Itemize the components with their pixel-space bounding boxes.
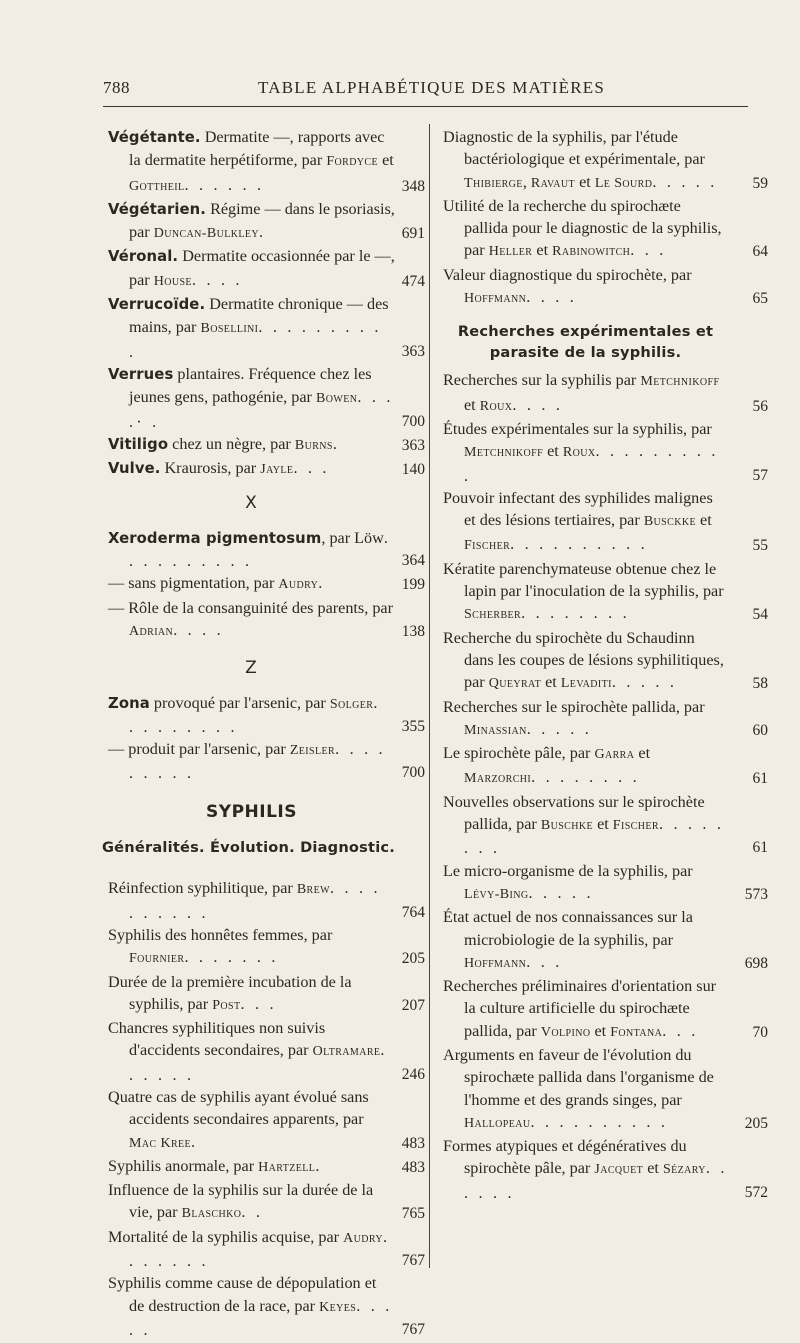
entry-text: — sans pigmentation, par: [108, 574, 279, 593]
entry-leader-dots: . . . . .: [652, 172, 718, 191]
index-entry: [108, 126, 425, 198]
entry-leader-dots: . . . . . . . . . .: [129, 318, 382, 361]
entry-page-number: 59: [752, 174, 768, 192]
index-entry: [443, 1044, 768, 1135]
entry-keyword: Vitiligo: [108, 435, 169, 453]
entry-text: Syphilis des honnêtes femmes, par: [108, 925, 333, 944]
entry-text: Nouvelles observations sur le spirochète pallida, par: [443, 792, 705, 834]
entry-page-number: 348: [401, 177, 425, 195]
entry-author: Hallopeau: [464, 1115, 531, 1131]
index-entry: [108, 1226, 425, 1273]
index-entry: [443, 195, 768, 264]
entry-text: Quatre cas de syphilis ayant évolué sans accidents secondaires apparents, par: [108, 1087, 369, 1129]
entry-text: Le micro-organisme de la syphilis, par: [443, 861, 693, 880]
entry-page-number: 60: [752, 721, 768, 739]
entry-leader-dots: . . .: [293, 459, 330, 478]
entry-author: Hoffmann: [464, 955, 527, 971]
index-entry: [108, 971, 425, 1018]
entry-author: Volpino: [540, 1024, 591, 1040]
index-entry: [108, 1179, 425, 1226]
page-number: 788: [103, 78, 130, 97]
entry-text: Pouvoir infectant des syphilides malignes et des lésions tertiaires, par: [443, 488, 713, 530]
entry-text: Mortalité de la syphilis acquise, par: [108, 1227, 344, 1246]
entries-group: [443, 369, 768, 1204]
entry-author: Fischer: [464, 538, 511, 554]
entry-author: Hoffmann: [464, 291, 527, 307]
entry-keyword: Xeroderma pigmentosum: [108, 529, 322, 547]
index-entry: [443, 906, 768, 975]
letter-heading-x: X: [245, 493, 258, 514]
index-entry: [108, 433, 425, 457]
index-entry: [108, 293, 425, 363]
entry-text: Réinfection syphilitique, par: [108, 879, 297, 898]
entry-keyword: Verrues: [108, 365, 174, 383]
entry-page-number: 355: [401, 717, 425, 735]
entry-leader-dots: . . . .: [526, 288, 577, 307]
entry-leader-dots: . . .: [662, 1021, 699, 1040]
entry-leader-dots: . .: [241, 1203, 264, 1222]
entry-page-number: 474: [401, 272, 425, 290]
entry-author: Zeisler: [289, 743, 336, 759]
entry-page-number: 698: [744, 954, 768, 972]
index-entry: [443, 369, 768, 418]
entry-page-number: 70: [752, 1023, 768, 1041]
index-entry: [108, 924, 425, 971]
entry-text: Valeur diagnostique du spirochète, par: [443, 265, 692, 284]
entry-text: Syphilis comme cause de dépopulation et de destruction de la race, par: [108, 1274, 377, 1315]
index-entry: [108, 1086, 425, 1155]
entry-page-number: 55: [752, 537, 768, 555]
entry-leader-dots: . . . . .: [528, 883, 594, 902]
entry-keyword: Végétante.: [108, 129, 201, 146]
index-entry: [443, 791, 768, 860]
entry-leader-dots: . . . .: [191, 270, 243, 289]
index-entry: [443, 696, 768, 743]
entry-author: Buschke: [540, 818, 594, 834]
index-entry: [443, 742, 768, 791]
entry-leader-dots: . . . . .: [611, 673, 678, 692]
entry-author: Keyes: [319, 1299, 357, 1315]
entry-leader-dots: . . . . . . . . .: [129, 740, 386, 783]
entry-text: Études expérimentales sur la syphilis, par: [443, 419, 712, 438]
entry-author: Audry: [343, 1230, 384, 1246]
column-divider: [429, 124, 430, 1268]
entry-author: Mac Kree: [129, 1135, 192, 1151]
entry-author: Levaditi: [560, 676, 612, 692]
entry-page-number: 246: [401, 1065, 425, 1083]
entry-page-number: 56: [752, 397, 768, 415]
entry-leader-dots: . . . . . . .: [184, 948, 279, 967]
index-entry: [108, 597, 425, 644]
entry-keyword: Zona: [108, 694, 150, 712]
entry-text: Recherches sur le spirochète pallida, par: [443, 697, 705, 716]
entry-page-number: 573: [744, 885, 768, 903]
entry-author: Oltramare: [312, 1044, 381, 1060]
entry-page-number: 64: [752, 243, 768, 261]
entry-leader-dots: . . . . . . . . . .: [464, 442, 719, 485]
index-entry: [108, 1272, 425, 1341]
entry-page-number: 764: [401, 903, 425, 921]
entry-author: Fischer: [612, 818, 659, 834]
entry-text: , par Löw: [321, 528, 384, 547]
entry-text: et: [543, 442, 563, 461]
entry-author: Heller: [488, 244, 533, 260]
entry-keyword: Véronal.: [108, 248, 179, 266]
entry-text: Dermatite —, rapports avec la dermatite herpétiforme, par: [129, 128, 385, 170]
index-entry: [443, 975, 768, 1044]
entry-text: Durée de la première incubation de la syphilis, par: [108, 972, 352, 1013]
entry-text: Recherches sur la syphilis par: [443, 371, 641, 390]
entry-page-number: 58: [752, 675, 768, 693]
entry-text: État actuel de nos connaissances sur la microbiologie de la syphilis, par: [443, 908, 693, 949]
entry-author: Rabinowitch: [552, 244, 631, 260]
entry-keyword: Vulve.: [108, 460, 161, 478]
entry-page-number: 572: [744, 1183, 768, 1201]
entry-text: et: [378, 151, 394, 170]
index-entry: [108, 738, 425, 785]
entry-page-number: 483: [401, 1158, 425, 1176]
entry-author: Thibierge: [464, 175, 523, 191]
entry-author: Roux: [562, 445, 596, 461]
entry-author: Metchnikoff: [640, 374, 720, 390]
subsection-title: Recherches expérimentales et parasite de la syphilis.: [457, 323, 714, 362]
entry-text: .: [318, 574, 323, 593]
entry-author: Solger: [329, 696, 374, 712]
entry-text: et: [643, 1159, 663, 1178]
entry-leader-dots: . . . .: [173, 620, 224, 639]
entry-leader-dots: . . . . . .: [129, 1041, 388, 1084]
entry-author: Garra: [594, 747, 635, 763]
entries-group: [108, 527, 425, 643]
entry-author: Post: [212, 997, 241, 1013]
entry-text: Le spirochète pâle, par: [443, 744, 595, 763]
entry-page-number: 61: [752, 839, 768, 857]
entry-leader-dots: . . . . . . . .: [531, 768, 640, 787]
entry-text: et: [464, 395, 480, 414]
entry-text: — produit par l'arsenic, par: [108, 740, 290, 759]
entry-text: Dermatite chronique — des mains, par: [129, 295, 389, 337]
entry-page-number: 65: [752, 290, 768, 308]
entry-page-number: 54: [752, 606, 768, 624]
entry-author: Roux: [479, 398, 513, 414]
entry-author: Marzorchi: [464, 771, 532, 787]
entry-author: Fordyce: [326, 154, 379, 170]
index-entry: [108, 877, 425, 924]
entry-author: Jacquet: [594, 1162, 644, 1178]
index-entry: [443, 487, 768, 558]
entry-text: Dermatite occasionnée par le —, par: [129, 247, 395, 289]
entry-author: Fontana: [610, 1024, 663, 1040]
section-title: SYPHILIS: [206, 801, 297, 822]
entry-author: Metchnikoff: [464, 445, 544, 461]
entry-page-number: 765: [401, 1205, 425, 1223]
entry-leader-dots: . . . . . . . . . .: [510, 535, 648, 554]
subsection-title: Généralités. Évolution. Diagnostic.: [102, 839, 396, 857]
entry-page-number: 700: [401, 764, 425, 782]
entry-text: Diagnostic de la syphilis, par l'étude bactériologique et expérimentale, par: [443, 128, 705, 169]
entry-author: Queyrat: [488, 676, 542, 692]
index-entry: [443, 418, 768, 487]
entry-author: Busckke: [643, 514, 696, 530]
entry-author: Ravaut: [530, 175, 576, 191]
entry-text: — Rôle de la consanguinité des parents, par: [108, 598, 393, 617]
page-header: [0, 78, 800, 108]
entry-author: Bowen: [316, 391, 358, 407]
entry-leader-dots: . . . . .: [526, 719, 592, 738]
entry-text: et: [532, 241, 553, 260]
entry-author: Adrian: [129, 623, 174, 639]
entry-text: Influence de la syphilis sur la durée de la vie, par: [108, 1181, 374, 1222]
entry-author: Bosellini: [200, 321, 259, 337]
entry-author: Gottheil: [129, 178, 185, 194]
entry-page-number: 138: [401, 622, 425, 640]
entry-text: et: [575, 172, 595, 191]
index-entry: [443, 860, 768, 907]
index-entry: [443, 264, 768, 311]
header-rule: [103, 106, 748, 107]
entry-text: Régime — dans le psoriasis, par: [129, 199, 395, 242]
entry-page-number: 767: [401, 1252, 425, 1270]
letter-heading-z: Z: [245, 658, 258, 679]
entry-keyword: Végétarien.: [108, 200, 207, 218]
entry-author: Audry: [278, 577, 319, 593]
entry-text: chez un nègre, par: [168, 434, 295, 453]
entry-text: ,: [522, 172, 531, 191]
entry-author: Burns: [294, 437, 333, 453]
entry-text: et: [541, 673, 561, 692]
entry-author: Lévy-Bing: [464, 886, 529, 902]
entry-page-number: 205: [401, 950, 425, 968]
entry-text: Kraurosis, par: [160, 459, 261, 478]
entry-text: Recherches préliminaires d'orientation sur la culture artificielle du spirochæte pallida, par: [443, 977, 717, 1040]
entry-leader-dots: . . . .: [512, 395, 564, 414]
index-entry: [108, 198, 425, 246]
entry-author: Jayle: [260, 462, 294, 478]
entries-group: [443, 126, 768, 310]
entry-author: Sézary: [662, 1162, 706, 1178]
entry-author: Minassian: [464, 722, 527, 738]
entry-text: Arguments en faveur de l'évolution du spirochæte pallida dans l'organisme de l'homme et des grands singes, par: [443, 1045, 714, 1109]
right-column: [443, 126, 768, 1204]
entry-leader-dots: . . . . . . . .: [464, 815, 725, 858]
entry-leader-dots: . . . . . .: [184, 175, 265, 194]
index-entry: [108, 572, 425, 596]
entry-leader-dots: . . . . . . . . . .: [530, 1112, 669, 1131]
entry-leader-dots: . . . . . . . . .: [129, 693, 381, 736]
entry-page-number: 363: [401, 436, 425, 454]
entry-page-number: 767: [401, 1320, 425, 1338]
entry-text: Chancres syphilitiques non suivis d'accidents secondaires, par: [108, 1019, 326, 1060]
entry-author: House: [153, 273, 192, 289]
entry-page-number: 364: [401, 552, 425, 570]
index-entry: [108, 363, 425, 433]
index-entry: [443, 126, 768, 195]
entry-leader-dots: . . . . . . .: [129, 1227, 391, 1271]
entry-page-number: 691: [401, 225, 425, 243]
entry-leader-dots: . . .: [240, 994, 277, 1013]
entry-leader-dots: . . . . . .: [464, 1159, 728, 1202]
entry-leader-dots: . . . . . . . . . .: [129, 528, 392, 571]
index-entry: [443, 1135, 768, 1204]
entry-keyword: Verrucoïde.: [108, 296, 206, 314]
entries-group: [108, 877, 425, 1341]
index-entry: [443, 558, 768, 627]
entry-author: Scherber: [464, 607, 522, 623]
entry-text: provoqué par l'arsenic, par: [149, 693, 330, 712]
index-entry: [108, 1155, 425, 1179]
entry-leader-dots: . . .: [630, 241, 667, 260]
entry-text: et: [695, 511, 712, 530]
entry-leader-dots: . . . . . . . . . .: [129, 879, 381, 922]
index-entry: [108, 527, 425, 573]
entry-page-number: 199: [401, 576, 425, 594]
entry-text: Formes atypiques et dégénératives du spirochète pâle, par: [443, 1137, 687, 1178]
entry-text: .: [191, 1132, 196, 1151]
entry-text: et: [590, 1021, 611, 1040]
entry-page-number: 61: [752, 770, 768, 788]
entry-text: et: [593, 815, 613, 834]
index-entry: [108, 1017, 425, 1086]
entry-text: et: [634, 744, 651, 763]
entry-page-number: 205: [744, 1114, 768, 1132]
entry-page-number: 363: [401, 342, 425, 360]
entry-author: Duncan-Bulkley: [153, 226, 259, 242]
entry-text: .: [315, 1156, 320, 1175]
entry-author: Hartzell: [258, 1159, 316, 1175]
entry-text: Kératite parenchymateuse obtenue chez le lapin par l'inoculation de la syphilis, par: [443, 559, 724, 601]
entry-author: Fournier: [129, 951, 185, 967]
entry-author: Blaschko: [181, 1206, 242, 1222]
entry-text: plantaires. Fréquence chez les jeunes gens, pathogénie, par: [129, 364, 372, 407]
entry-page-number: 700: [401, 412, 425, 430]
index-entry: [108, 245, 425, 293]
running-title: TABLE ALPHABÉTIQUE DES MATIÈRES: [258, 78, 606, 97]
entry-page-number: 483: [401, 1134, 425, 1152]
index-entry: [108, 692, 425, 739]
index-entry: [443, 627, 768, 696]
entry-page-number: 57: [752, 466, 768, 484]
entries-group: [108, 692, 425, 785]
entry-page-number: 207: [401, 996, 425, 1014]
entry-text: .: [332, 434, 337, 453]
entry-leader-dots: . . .: [526, 952, 563, 971]
entry-leader-dots: . . . . .: [129, 1296, 393, 1339]
entry-text: Recherche du spirochète du Schaudinn dans les coupes de lésions syphilitiques, par: [443, 628, 724, 692]
entry-page-number: 140: [401, 461, 425, 479]
entry-text: .: [258, 223, 264, 242]
entry-text: Utilité de la recherche du spirochæte pallida pour le diagnostic de la syphilis, par: [443, 196, 722, 260]
entry-leader-dots: . . . . . . . .: [521, 604, 630, 623]
entry-author: Le Sourd: [594, 175, 653, 191]
left-column: [102, 126, 425, 1341]
index-entry: [108, 457, 425, 481]
entries-group: [108, 126, 425, 481]
entry-author: Brew: [296, 882, 330, 898]
entry-leader-dots: . . . .· .: [129, 388, 394, 431]
entry-text: Syphilis anormale, par: [108, 1156, 259, 1175]
